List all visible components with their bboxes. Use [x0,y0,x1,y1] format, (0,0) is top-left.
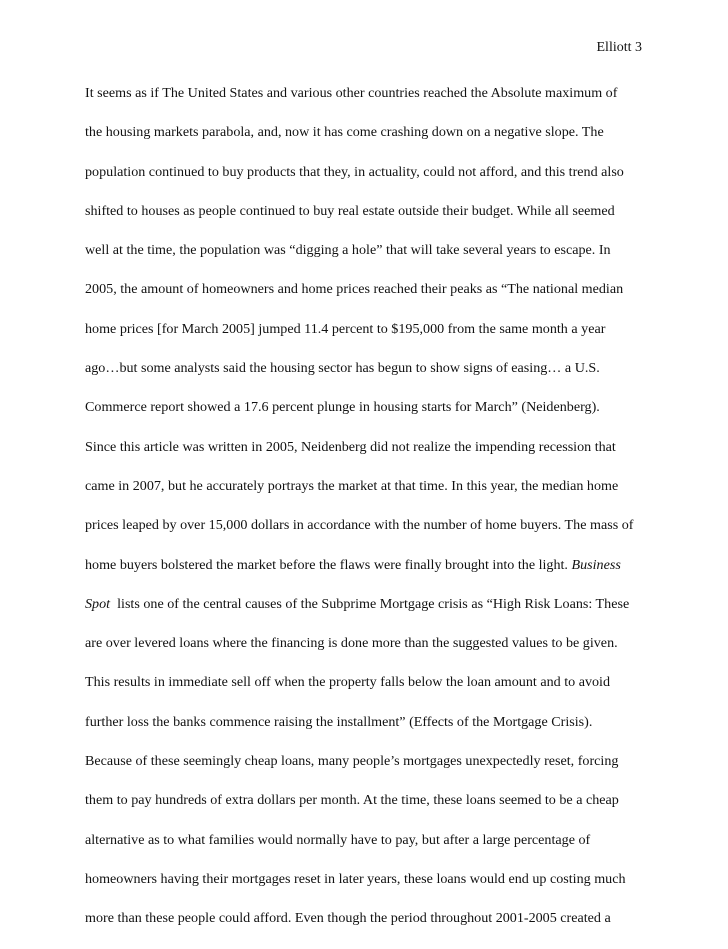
text-line: Since this article was written in 2005, Neidenberg did not realize the impending recession that [85,438,616,455]
text-segment: home buyers bolstered the market before the flaws were finally brought into the light. [85,556,572,573]
text-line: 2005, the amount of homeowners and home prices reached their peaks as “The national median [85,281,624,298]
text-line: home prices [for March 2005] jumped 11.4 percent to $195,000 from the same month a year [85,320,606,337]
publication-title-italic: Spot [85,595,111,612]
text-line: further loss the banks commence raising the installment” (Effects of the Mortgage Crisis). [85,713,593,730]
body-paragraph [85,84,655,949]
text-line: more than these people could afford. Even though the period throughout 2001-2005 created a [85,910,611,927]
text-line: them to pay hundreds of extra dollars per month. At the time, these loans seemed to be a cheap [85,792,619,809]
text-line: ago…but some analysts said the housing sector has begun to show signs of easing… a U.S. [85,360,600,377]
running-head: Elliott 3 [596,40,642,55]
text-line: This results in immediate sell off when the property falls below the loan amount and to avoid [85,674,611,691]
text-line: population continued to buy products that they, in actuality, could not afford, and this trend also [85,163,624,180]
publication-title-italic: Business [571,556,621,573]
text-line [85,595,655,613]
text-line: the housing markets parabola, and, now it has come crashing down on a negative slope. The [85,124,604,141]
text-line: prices leaped by over 15,000 dollars in accordance with the number of home buyers. The mass of [85,517,634,534]
text-line [85,556,655,574]
text-line: Commerce report showed a 17.6 percent plunge in housing starts for March” (Neidenberg). [85,399,600,416]
text-line: are over levered loans where the financing is done more than the suggested values to be given. [85,635,618,652]
text-line: well at the time, the population was “digging a hole” that will take several years to escape. In [85,242,611,259]
text-line: Because of these seemingly cheap loans, many people’s mortgages unexpectedly reset, forcing [85,753,619,770]
text-line: alternative as to what families would normally have to pay, but after a large percentage of [85,831,591,848]
text-line: homeowners having their mortgages reset in later years, these loans would end up costing much [85,870,626,887]
text-line: It seems as if The United States and various other countries reached the Absolute maximum of [85,85,618,101]
text-line: came in 2007, but he accurately portrays the market at that time. In this year, the median home [85,477,619,494]
text-segment: lists one of the central causes of the Subprime Mortgage crisis as “High Risk Loans: These [110,595,630,612]
text-line: shifted to houses as people continued to buy real estate outside their budget. While all seemed [85,202,615,219]
